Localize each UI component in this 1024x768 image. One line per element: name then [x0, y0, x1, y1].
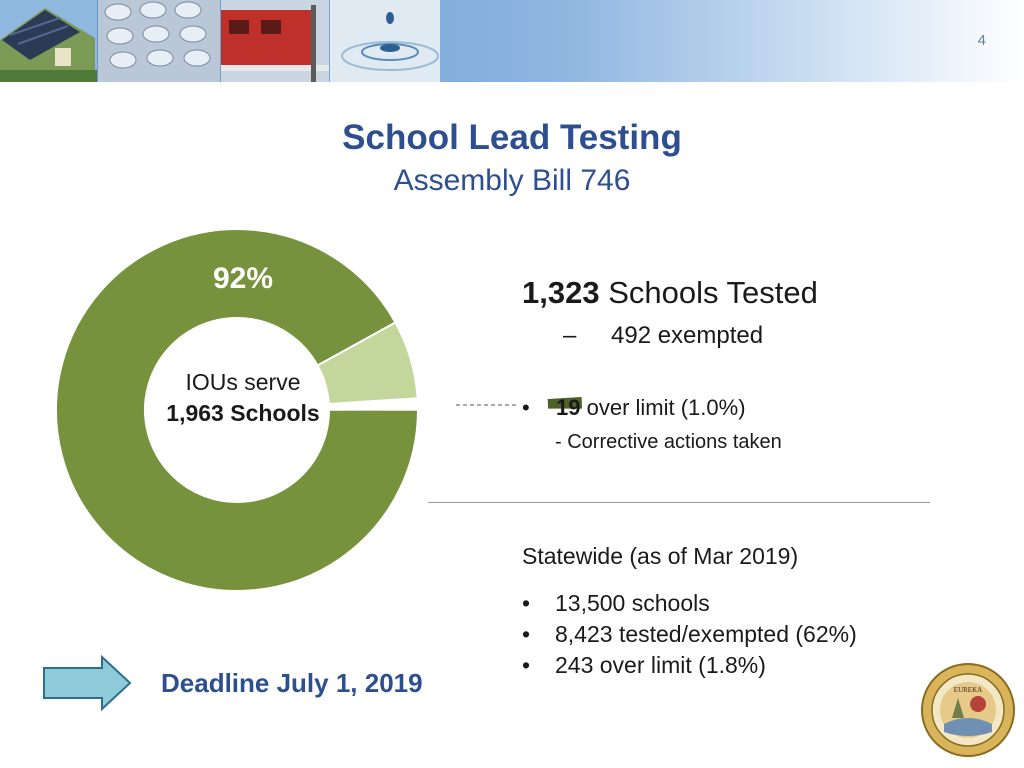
slide-title: School Lead Testing	[342, 118, 682, 157]
deadline-text: Deadline July 1, 2019	[161, 668, 423, 698]
schools-tested-label: Schools Tested	[608, 275, 818, 310]
statewide-item	[522, 650, 857, 681]
divider	[428, 502, 930, 503]
bullet: •	[522, 590, 531, 616]
dash-glyph: –	[563, 322, 577, 349]
over-limit-line	[522, 395, 746, 421]
statewide-item-text: 8,423 tested/exempted (62%)	[555, 621, 857, 647]
bullet: •	[522, 621, 531, 647]
over-limit-count: 19	[556, 395, 581, 420]
over-limit-text: over limit (1.0%)	[586, 395, 746, 420]
statewide-item	[522, 619, 857, 650]
statewide-item-text: 243 over limit (1.8%)	[555, 652, 766, 678]
donut-center-line1: IOUs serve	[185, 369, 301, 395]
bullet: •	[522, 652, 531, 678]
slice-label-92: 92%	[212, 262, 274, 295]
exempted-text: 492 exempted	[611, 322, 764, 349]
schools-tested-count: 1,323	[522, 275, 600, 310]
slide-subtitle: Assembly Bill 746	[393, 164, 631, 197]
donut-center-label	[143, 369, 343, 427]
statewide-item-text: 13,500 schools	[555, 590, 710, 616]
schools-tested	[522, 275, 818, 311]
statewide-list	[522, 588, 857, 681]
statewide-item	[522, 588, 857, 619]
statewide-heading: Statewide (as of Mar 2019)	[522, 543, 799, 569]
donut-center-line2: 1,963 Schools	[166, 400, 320, 426]
seal-motto: EUREKA	[953, 686, 983, 694]
arrow-icon	[42, 655, 134, 711]
corrective-note: - Corrective actions taken	[555, 431, 782, 453]
exempted-line	[563, 322, 763, 350]
slide-number: 4	[977, 32, 986, 49]
bullet: •	[522, 395, 530, 420]
cpuc-seal-icon	[920, 662, 1016, 758]
